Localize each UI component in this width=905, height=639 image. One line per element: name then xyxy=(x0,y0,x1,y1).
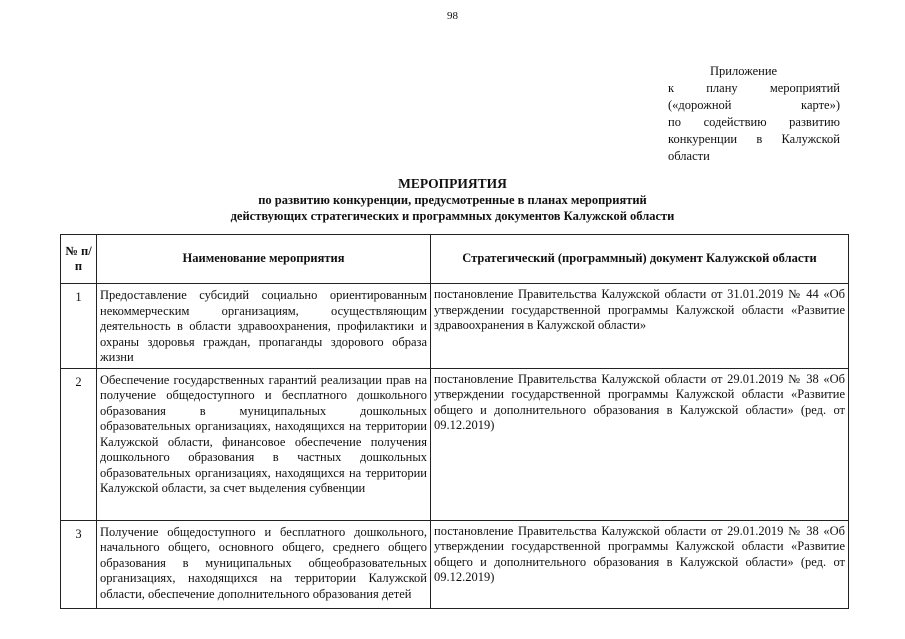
appendix-line: к плану мероприятий xyxy=(668,81,840,95)
appendix-line: по содействию развитию xyxy=(668,115,840,129)
document-subtitle: по развитию конкуренции, предусмотренные в планах мероприятий xyxy=(258,193,647,207)
table-row xyxy=(61,368,849,520)
measure-name: Получение общедоступного и бесплатного дошкольного, начального общего, основного общего, среднего общего образования в муниципальных общеобразовательных организациях, находящихся на территории Калужской области, обеспечение дополнительного образования детей xyxy=(97,520,431,608)
row-number: 1 xyxy=(61,284,97,369)
program-document: постановление Правительства Калужской области от 31.01.2019 № 44 «Об утверждении государственной программы Калужской области «Развитие здравоохранения в Калужской области» xyxy=(431,284,849,369)
document-subtitle: действующих стратегических и программных документов Калужской области xyxy=(230,209,675,223)
program-document: постановление Правительства Калужской области от 29.01.2019 № 38 «Об утверждении государственной программы Калужской области «Развитие общего и дополнительного образования в Калужской области» (ред. от 09.12.2019) xyxy=(431,368,849,520)
row-number: 2 xyxy=(61,368,97,520)
appendix-line: («дорожной карте») xyxy=(668,98,840,112)
measures-table xyxy=(60,234,849,609)
appendix-note xyxy=(668,63,840,165)
appendix-line: Приложение xyxy=(710,64,778,78)
table-header-row xyxy=(61,235,849,284)
appendix-line: области xyxy=(668,149,710,163)
table-row xyxy=(61,520,849,608)
table-row xyxy=(61,284,849,369)
page-number: 98 xyxy=(447,10,458,22)
measure-name: Предоставление субсидий социально ориентированным некоммерческим организациям, осуществляющим деятельность в области здравоохранения, профилактики и охраны здоровья граждан, пропаганды здорового образа жизни xyxy=(97,284,431,369)
program-document: постановление Правительства Калужской области от 29.01.2019 № 38 «Об утверждении государственной программы Калужской области «Развитие общего и дополнительного образования в Калужской области» (ред. от 09.12.2019) xyxy=(431,520,849,608)
header-doc: Стратегический (программный) документ Калужской области xyxy=(431,235,849,284)
header-num: № п/п xyxy=(61,235,97,284)
row-number: 3 xyxy=(61,520,97,608)
document-title: МЕРОПРИЯТИЯ xyxy=(398,176,507,191)
measure-name: Обеспечение государственных гарантий реализации прав на получение общедоступного и бесплатного дошкольного образования в муниципальных дошкольных образовательных организациях, находящихся на территории Калужской области, финансовое обеспечение получения дошкольного образования в частных дошкольных образовательных организациях, находящихся на территории Калужской области, за счет выделения субвенции xyxy=(97,368,431,520)
document-heading xyxy=(0,176,905,224)
header-name: Наименование мероприятия xyxy=(97,235,431,284)
appendix-line: конкуренции в Калужской xyxy=(668,132,840,146)
